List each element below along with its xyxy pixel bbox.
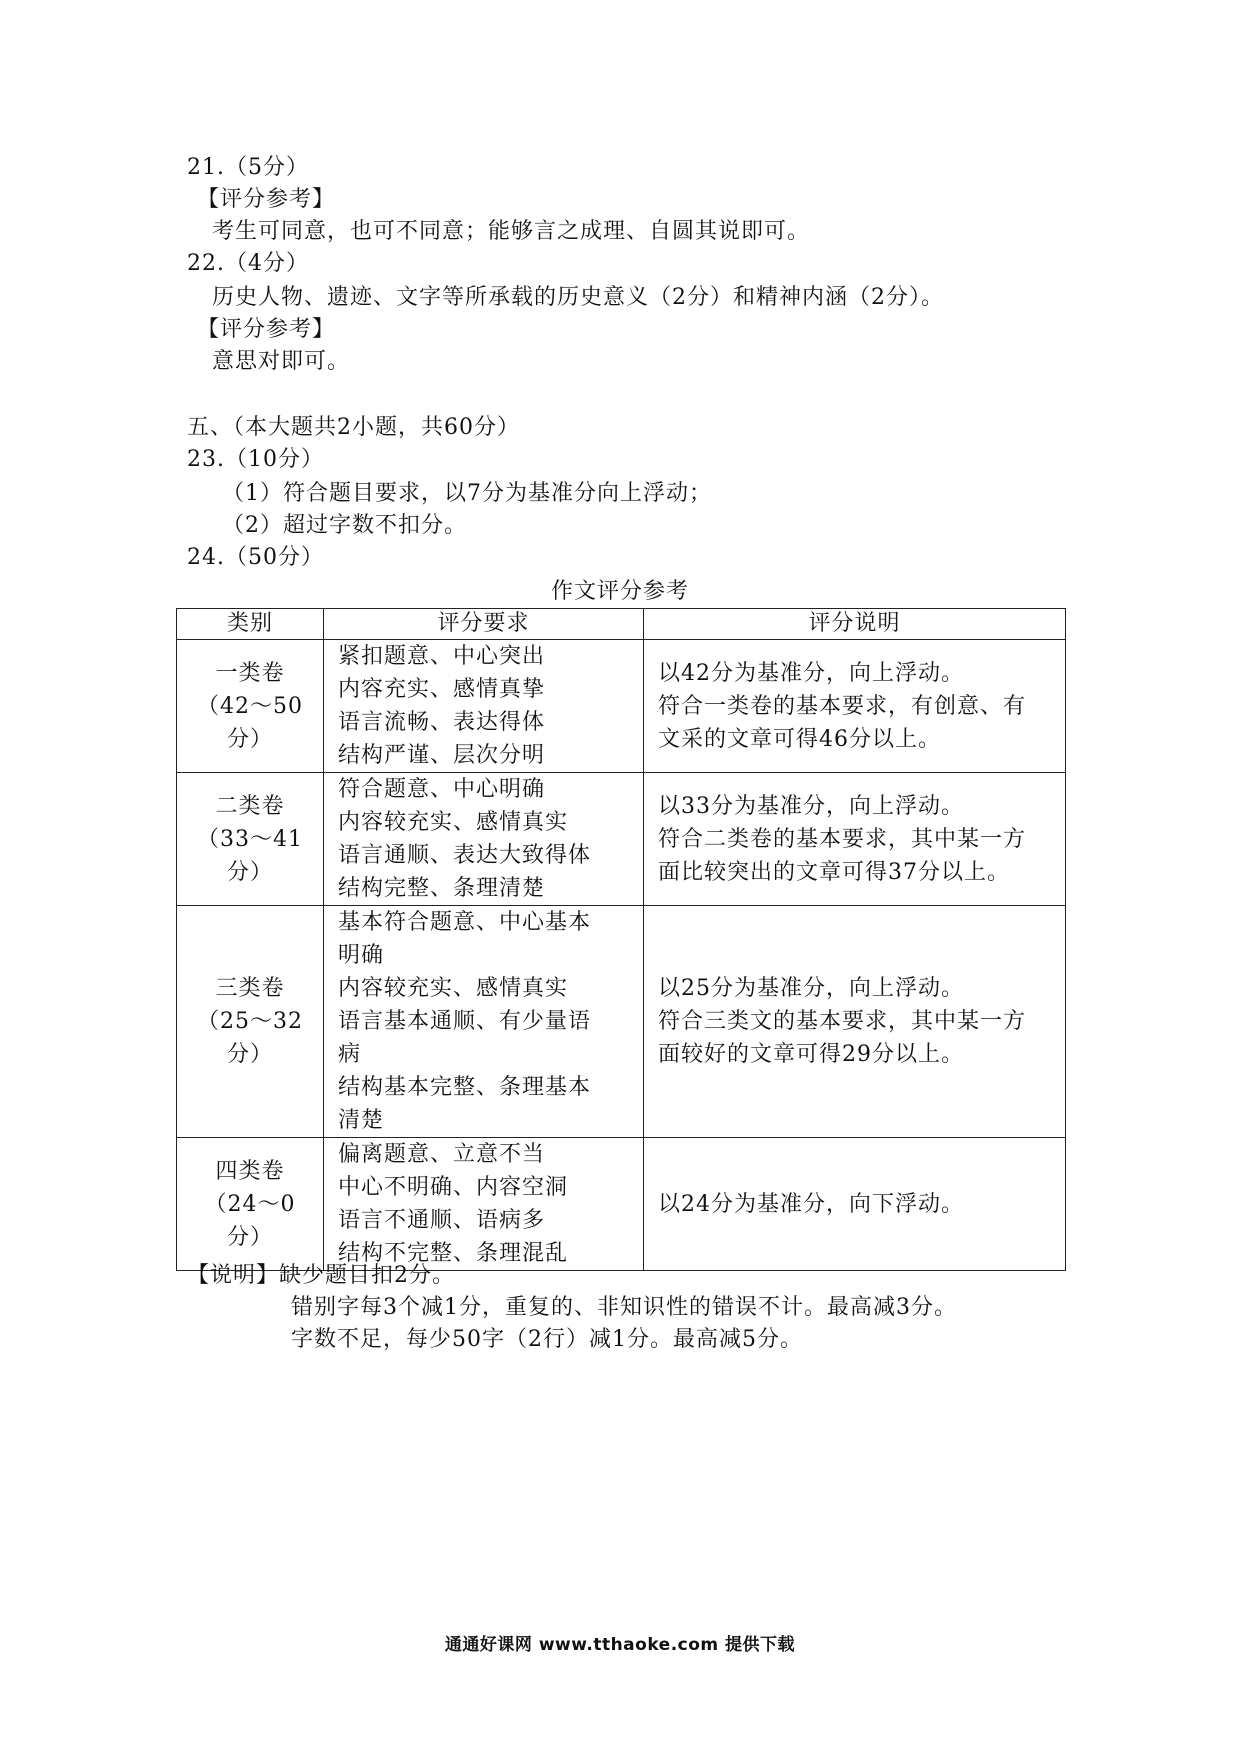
note-line: 以33分为基准分，向上浮动。 bbox=[658, 793, 964, 819]
note-line: 符合二类卷的基本要求，其中某一方 bbox=[658, 826, 1027, 852]
notes-line-1: 缺少题目扣2分。 bbox=[279, 1263, 456, 1288]
category-range-end: 分） bbox=[226, 1042, 273, 1067]
category-cell bbox=[177, 640, 324, 773]
category-range-end: 分） bbox=[226, 726, 273, 752]
category-cell bbox=[177, 773, 324, 906]
requirement-line: 内容充实、感情真挚 bbox=[338, 677, 546, 702]
requirement-line: 内容较充实、感情真实 bbox=[338, 976, 569, 1001]
category-range: （33～41 bbox=[197, 826, 303, 852]
note-line: 以24分为基准分，向下浮动。 bbox=[658, 1191, 964, 1217]
requirement-line: 语言基本通顺、有少量语 bbox=[338, 1009, 592, 1034]
category-range: （25～32 bbox=[197, 1009, 303, 1034]
requirement-line: 基本符合题意、中心基本 bbox=[338, 910, 592, 935]
requirement-line: 结构严谨、层次分明 bbox=[338, 743, 546, 768]
requirement-line: 病 bbox=[338, 1042, 362, 1067]
category-name: 四类卷 bbox=[215, 1158, 285, 1184]
q22-ref-text: 意思对即可。 bbox=[212, 349, 351, 374]
notes-block bbox=[187, 1260, 455, 1292]
table-row bbox=[177, 773, 1066, 906]
requirement-line: 符合题意、中心明确 bbox=[338, 777, 546, 802]
requirement-line: 紧扣题意、中心突出 bbox=[338, 644, 546, 669]
q24-heading: 24.（50分） bbox=[187, 545, 324, 570]
requirement-line: 语言通顺、表达大致得体 bbox=[338, 843, 592, 868]
section5-heading: 五、（本大题共2小题，共60分） bbox=[187, 415, 520, 440]
requirement-line: 语言流畅、表达得体 bbox=[338, 710, 546, 735]
notes-label: 【说明】 bbox=[187, 1263, 280, 1288]
q21-heading: 21.（5分） bbox=[187, 155, 309, 180]
category-cell bbox=[177, 1138, 324, 1271]
note-line: 文采的文章可得46分以上。 bbox=[658, 726, 941, 752]
q22-heading: 22.（4分） bbox=[187, 251, 309, 276]
q21-ref-label: 【评分参考】 bbox=[197, 187, 336, 212]
q22-ref-label: 【评分参考】 bbox=[197, 317, 336, 342]
requirement-line: 结构不完整、条理混乱 bbox=[338, 1241, 569, 1266]
essay-grading-table bbox=[176, 608, 1066, 1271]
q21-ref-text: 考生可同意，也可不同意；能够言之成理、自圆其说即可。 bbox=[212, 219, 811, 244]
table-row bbox=[177, 1138, 1066, 1271]
table-row bbox=[177, 640, 1066, 773]
requirement-line: 偏离题意、立意不当 bbox=[338, 1142, 546, 1167]
q23-heading: 23.（10分） bbox=[187, 447, 324, 472]
notes-cell bbox=[644, 906, 1066, 1138]
note-line: 面较好的文章可得29分以上。 bbox=[658, 1042, 964, 1067]
q22-answer: 历史人物、遗迹、文字等所承载的历史意义（2分）和精神内涵（2分）。 bbox=[212, 285, 944, 310]
requirements-cell bbox=[324, 906, 644, 1138]
category-name: 二类卷 bbox=[215, 793, 285, 819]
category-name: 一类卷 bbox=[215, 660, 285, 686]
q23-item-1: （1）符合题目要求，以7分为基准分向上浮动； bbox=[222, 481, 712, 506]
page-footer: 通通好课网 www.tthaoke.com 提供下载 bbox=[444, 1635, 796, 1655]
category-range-end: 分） bbox=[226, 859, 273, 885]
note-line: 以25分为基准分，向上浮动。 bbox=[658, 976, 964, 1001]
requirements-cell bbox=[324, 640, 644, 773]
q23-item-2: （2）超过字数不扣分。 bbox=[222, 513, 467, 538]
notes-line-2: 错别字每3个减1分，重复的、非知识性的错误不计。最高减3分。 bbox=[291, 1295, 957, 1320]
requirement-line: 中心不明确、内容空洞 bbox=[338, 1175, 569, 1200]
note-line: 符合一类卷的基本要求，有创意、有 bbox=[658, 693, 1027, 719]
requirement-line: 结构基本完整、条理基本 bbox=[338, 1075, 592, 1100]
notes-cell bbox=[644, 773, 1066, 906]
category-range: （24～0 bbox=[204, 1191, 296, 1217]
note-line: 面比较突出的文章可得37分以上。 bbox=[658, 859, 1010, 885]
category-name: 三类卷 bbox=[215, 976, 285, 1001]
requirement-line: 内容较充实、感情真实 bbox=[338, 810, 569, 835]
category-cell bbox=[177, 906, 324, 1138]
table-row bbox=[177, 906, 1066, 1138]
requirement-line: 语言不通顺、语病多 bbox=[338, 1208, 546, 1233]
header-notes: 评分说明 bbox=[644, 609, 1066, 640]
table-caption: 作文评分参考 bbox=[550, 579, 689, 604]
note-line: 以42分为基准分，向上浮动。 bbox=[658, 660, 964, 686]
requirements-cell bbox=[324, 773, 644, 906]
category-range: （42～50 bbox=[197, 693, 303, 719]
notes-cell bbox=[644, 640, 1066, 773]
requirements-cell bbox=[324, 1138, 644, 1271]
category-range-end: 分） bbox=[226, 1224, 273, 1250]
notes-cell bbox=[644, 1138, 1066, 1271]
header-category: 类别 bbox=[177, 609, 324, 640]
requirement-line: 结构完整、条理清楚 bbox=[338, 876, 546, 901]
requirement-line: 明确 bbox=[338, 943, 385, 968]
requirement-line: 清楚 bbox=[338, 1108, 385, 1133]
table-header-row bbox=[177, 609, 1066, 640]
notes-line-3: 字数不足，每少50字（2行）减1分。最高减5分。 bbox=[291, 1327, 803, 1352]
header-requirements: 评分要求 bbox=[324, 609, 644, 640]
note-line: 符合三类文的基本要求，其中某一方 bbox=[658, 1009, 1027, 1034]
